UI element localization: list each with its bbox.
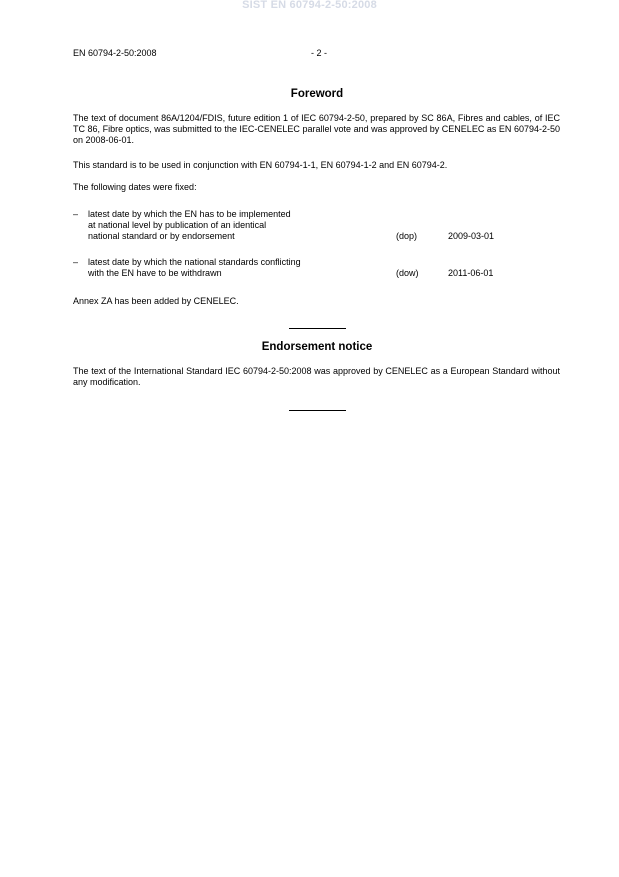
page-number: - 2 -: [310, 48, 327, 58]
foreword-paragraph-3: The following dates were fixed:: [73, 182, 197, 192]
endorsement-text: The text of the International Standard IEC 60794-2-50:2008 was approved by CENELEC as a European Standard without any modification.: [73, 366, 560, 387]
foreword-heading: Foreword: [290, 88, 344, 100]
section-divider: [289, 328, 346, 329]
list-item-line: national standard or by endorsement: [88, 231, 235, 241]
date-value: 2009-03-01: [448, 231, 495, 241]
foreword-paragraph-1: The text of document 86A/1204/FDIS, future edition 1 of IEC 60794-2-50, prepared by SC 86A, Fibres and cables, of IEC TC 86, Fibre optics, was submitted to the IEC-CENELEC parallel vote and was approved by CENELEC as EN 60794-2-50 on 2008-06-01.: [73, 113, 560, 145]
section-divider: [289, 410, 346, 411]
date-abbreviation: (dop): [396, 231, 418, 241]
list-item-line: latest date by which the national standards conflicting: [88, 257, 301, 267]
list-item-line: with the EN have to be withdrawn: [88, 268, 222, 278]
list-item-text: [88, 209, 388, 242]
watermark-text: SIST EN 60794-2-50:2008: [242, 0, 377, 11]
list-dash: –: [73, 257, 79, 267]
date-abbreviation: (dow): [396, 268, 419, 278]
foreword-paragraph-2: This standard is to be used in conjunction with EN 60794-1-1, EN 60794-1-2 and EN 60794-2.: [73, 160, 448, 170]
list-dash: –: [73, 209, 79, 219]
endorsement-heading: Endorsement notice: [261, 341, 373, 353]
list-item-text: [88, 257, 388, 279]
annex-note: Annex ZA has been added by CENELEC.: [73, 296, 239, 306]
document-id: EN 60794-2-50:2008: [73, 48, 157, 58]
date-value: 2011-06-01: [448, 268, 494, 278]
list-item-line: latest date by which the EN has to be implemented: [88, 209, 291, 219]
list-item-line: at national level by publication of an identical: [88, 220, 267, 230]
